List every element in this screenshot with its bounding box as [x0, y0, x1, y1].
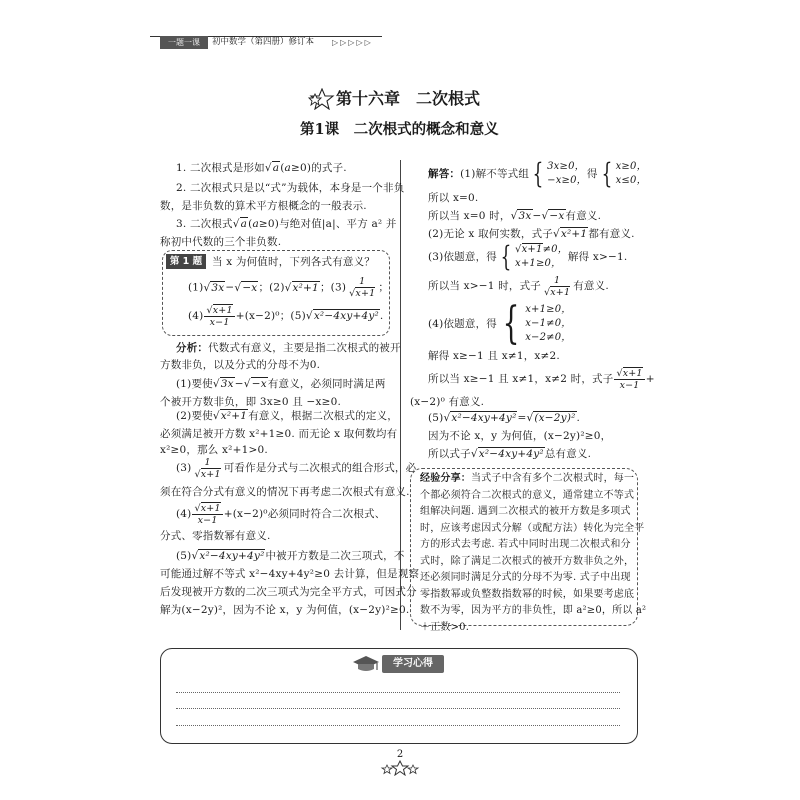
- experience-line-9: 数不为零，因为平方的非负性，即 a²≥0，所以 a²: [420, 605, 647, 616]
- header-arrows: ▷▷▷▷▷: [332, 38, 373, 47]
- experience-line-8: 零指数幂或负整数指数幂的时候，如果要考虑底: [420, 588, 635, 600]
- experience-line-1: 经验分享：当式子中含有多个二次根式时，每一: [420, 473, 635, 484]
- lesson-title: 第1课 二次根式的概念和意义: [300, 121, 499, 138]
- graduation-cap-icon: [352, 654, 380, 674]
- analysis-line-4: 个被开方数非负，即 3x≥0 且 −x≥0.: [160, 396, 342, 408]
- analysis-line-6: 必须满足被开方数 x²+1≥0. 而无论 x 取何数均有: [160, 428, 398, 440]
- analysis-line-11: 分式、零指数幂有意义.: [160, 530, 271, 542]
- analysis-line-3: (1)要使√3x−√−x有意义，必须同时满足两: [176, 378, 386, 390]
- experience-line-10: ＋正数>0.: [420, 621, 470, 633]
- notes-title: 学习心得: [382, 655, 444, 673]
- experience-line-3: 组解决问题. 遇到二次根式的被开方数是多项式: [420, 506, 631, 517]
- question-items-1: (1)√3x−√−x；(2)√x²+1；(3) $\frac{1}{√x+1}$ ；: [188, 276, 390, 299]
- point-3-line-1: 3. 二次根式√a(a≥0)与绝对值|a|、平方 a² 并: [176, 218, 397, 230]
- experience-label: 经验分享：: [420, 473, 471, 484]
- experience-line-2: 个都必须符合二次根式的意义，通常建立不等式: [420, 489, 635, 501]
- notes-line-1[interactable]: [176, 692, 620, 693]
- analysis-line-9: 须在符合分式有意义的情况下再考虑二次根式有意义.: [160, 486, 410, 498]
- notes-header: [352, 654, 462, 674]
- experience-line-6: 式时，除了满足二次根式的被开方数非负之外，: [420, 555, 635, 567]
- answer-line-13: 所以式子√x²−4xy+4y²总有意义.: [428, 448, 592, 460]
- experience-line-5: 方的形式去考虑. 若式中同时出现二次根式和分: [420, 539, 631, 550]
- notes-line-3[interactable]: [176, 725, 620, 726]
- analysis-line-15: 解为(x−2y)²，因为不论 x，y 为何值，(x−2y)²≥0.: [160, 604, 410, 616]
- answer-line-11: (5)√x²−4xy+4y²=√(x−2y)².: [428, 412, 581, 424]
- analysis-line-14: 后发现被开方数的二次三项式为完全平方式，可因式分: [160, 586, 417, 598]
- point-1: 1. 二次根式是形如√a(a≥0)的式子.: [176, 162, 347, 174]
- analysis-line-2: 方数非负，以及分式的分母不为0.: [160, 359, 321, 371]
- analysis-line-1: 分析：代数式有意义，主要是指二次根式的被开: [176, 342, 401, 354]
- answer-line-6: 所以当 x>−1 时，式子 $\frac{1}{√x+1}$ 有意义.: [428, 274, 609, 298]
- answer-line-12: 因为不论 x，y 为何值，(x−2y)²≥0，: [428, 430, 612, 442]
- analysis-line-10: (4) $\frac{√x+1}{x-1}$ +(x−2)⁰必须同时符合二次根式、: [176, 502, 386, 526]
- page-number: 2: [396, 749, 404, 760]
- answer-label: 解答：: [428, 168, 461, 180]
- analysis-line-12: (5)√x²−4xy+4y²中被开方数是二次三项式，不: [176, 550, 405, 562]
- point-2-line-1: 2. 二次根式只是以“式”为载体，本身是一个非负: [176, 182, 405, 194]
- question-badge: 第 1 题: [166, 254, 206, 269]
- answer-line-7: (4)依题意，得 { x+1≥0， x−1≠0， x−2≠0，: [428, 298, 572, 349]
- answer-line-10: (x−2)⁰ 有意义.: [410, 396, 485, 408]
- question-text: 当 x 为何值时，下列各式有意义？: [212, 256, 375, 268]
- header-bar: [150, 36, 382, 50]
- experience-line-7: 还必须同时满足分式的分母不为零. 式子中出现: [420, 572, 631, 583]
- analysis-line-7: x²≥0，那么 x²+1>0.: [160, 444, 268, 456]
- point-3-line-2: 称初中代数的三个非负数.: [160, 236, 282, 248]
- point-2-line-2: 数，是非负数的算术平方根概念的一般表示.: [160, 200, 367, 212]
- answer-line-3: 所以当 x=0 时，√3x−√−x有意义.: [428, 210, 602, 222]
- chapter-title-row: [300, 88, 520, 112]
- analysis-label: 分析：: [176, 342, 209, 354]
- question-items-2: (4) $\frac{√x+1}{x-1}$ +(x−2)⁰；(5)√x²−4xy+4y².: [188, 304, 384, 328]
- star-icon: [306, 88, 336, 110]
- answer-line-9: 所以当 x≥−1 且 x≠1，x≠2 时，式子 $\frac{√x+1}{x-1}$ +: [428, 367, 655, 391]
- answer-line-2: 所以 x=0.: [428, 192, 479, 204]
- experience-line-4: 时，应该考虑因式分解（或配方法）转化为完全平: [420, 522, 645, 534]
- series-tag: 一题一课: [160, 36, 208, 49]
- analysis-line-13: 可能通过解不等式 x²−4xy+4y²≥0 去计算，但是观察: [160, 568, 420, 580]
- analysis-line-5: (2)要使√x²+1有意义，根据二次根式的定义，: [176, 410, 399, 422]
- chapter-title: 第十六章 二次根式: [336, 89, 481, 108]
- answer-line-8: 解得 x≥−1 且 x≠1，x≠2.: [428, 350, 560, 362]
- book-title: 初中数学（第四册）修订本: [212, 37, 315, 47]
- answer-line-4: (2)无论 x 取何实数，式子√x²+1都有意义.: [428, 228, 635, 240]
- notes-line-2[interactable]: [176, 708, 620, 709]
- analysis-line-8: (3) $\frac{1}{√x+1}$ 可看作是分式与二次根式的组合形式，必: [176, 456, 417, 480]
- answer-line-5: (3)依题意，得 { √x+1≠0， x+1≥0， 解得 x>−1.: [428, 240, 628, 273]
- answer-line-1: 解答：(1)解不等式组 { 3x≥0， −x≥0， 得 { x≥0， x≤0，: [428, 157, 647, 190]
- stars-ornament-icon: [378, 760, 422, 776]
